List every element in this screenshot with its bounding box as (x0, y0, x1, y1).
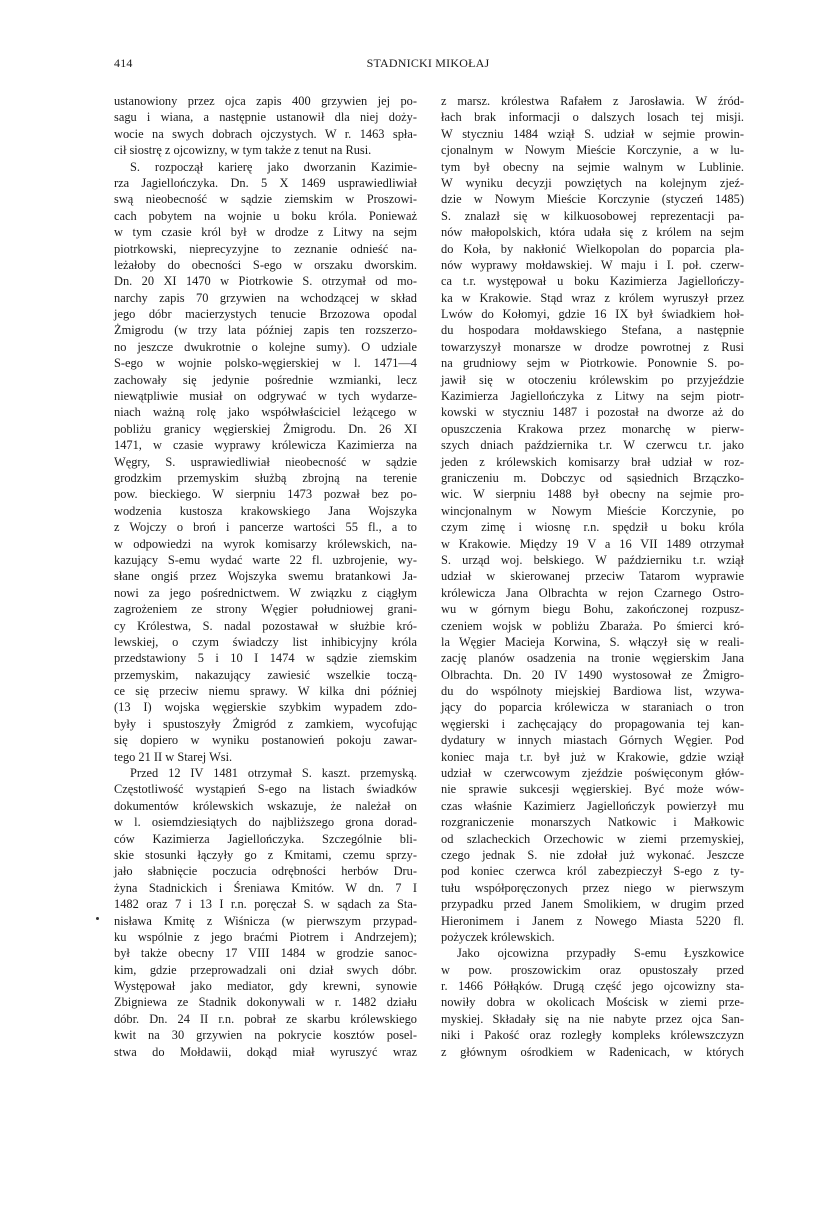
text-line: jało słabnięcie poczucia odrębności herbów Dru- (114, 864, 417, 879)
text-line: jeden z królewskich komisarzy brał udział w roz- (441, 454, 744, 469)
text-line: Częstotliwość wystąpień S-ego na listach świadków (114, 782, 417, 797)
text-line: nowiły dobra w okolicach Mościsk w ziemi prze- (441, 995, 744, 1010)
text-line: Lwów do Kołomyi, gdzie 16 IX był świadkiem hoł- (441, 307, 744, 322)
text-line: grodzkim przemyskim służbą zbrojną na terenie (114, 470, 417, 485)
text-line: Przed 12 IV 1481 otrzymał S. kaszt. przemyską. (130, 766, 417, 781)
text-line: pobliżu granicy węgierskiej Żmigrodu. Dn. 26 XI (114, 421, 417, 436)
text-line: żyna Stadnickich i Śreniawa Kmitów. W dn. 7 I (114, 880, 417, 895)
text-line: S-ego w wojnie polsko-węgierskiej w l. 1471—4 (114, 356, 417, 371)
text-line: nów wyprawy mołdawskiej. W maju i I. poł. czerw- (441, 257, 744, 272)
text-line: jego dóbr macierzystych tenucie Brzozowa opodal (114, 307, 417, 322)
text-line: z głównym ośrodkiem w Radenicach, w których (441, 1044, 744, 1059)
text-line: dokumentów królewskich wskazuje, że należał on (114, 798, 417, 813)
text-line: tego 21 II w Starej Wsi. (114, 749, 233, 764)
text-line: w tym czasie król był w drodze z Litwy na sejm (114, 225, 417, 240)
text-line: nów małopolskich, która udała się z królem na sejm (441, 225, 744, 240)
text-line: sagu i wiana, a następnie ustanowił dla niej dożу- (114, 110, 417, 125)
text-line: był także obecny 17 VIII 1484 w grodzie sanoc- (114, 946, 417, 961)
text-line: przedstawiony 5 i 10 I 1474 w sądzie ziemskim (114, 651, 417, 666)
text-line: zachowały się jedynie pośrednie wzmianki, lecz (114, 372, 417, 387)
text-line: tułu współporęczonych przez niego w pierwszym (441, 880, 744, 895)
text-line: Zbigniewa ze Stadnik dokonywali w r. 1482 działu (114, 995, 417, 1010)
text-line: nie sprawie sukcesji węgierskiej. Być może wów- (441, 782, 744, 797)
page-header (114, 56, 742, 72)
text-line: du hospodara mołdawskiego Stefana, a następnie (441, 323, 744, 338)
text-line: Dn. 20 XI 1470 w Piotrkowie S. otrzymał od mo- (114, 274, 417, 289)
text-line: W wyniku decyzji powziętych na kolejnym zjeź- (441, 175, 744, 190)
text-line: cach pobytem na wojnie u boku króla. Ponieważ (114, 208, 417, 223)
text-line: się dopiero w wyniku postanowień pokoju zawar- (114, 733, 417, 748)
text-line: pożyczek królewskich. (441, 929, 555, 944)
text-line: Węgry, S. usprawiedliwiał nieobecność w sądzie (114, 454, 417, 469)
text-line: wic. W sierpniu 1488 był obecny na sejmie pro- (441, 487, 744, 502)
text-line: r. 1466 Półłąków. Drugą część jego ojcowizny sta- (441, 979, 744, 994)
text-line: jawił się w otoczeniu królewskim po przyjeździe (441, 372, 744, 387)
text-line: 1471, w czasie wyprawy królewicza Kazimierza na (114, 438, 417, 453)
text-line: udział w czerwcowym zjeździe poświęconym głów- (441, 766, 744, 781)
text-line: la Węgier Macieja Korwina, S. włączył się w reali- (441, 634, 744, 649)
text-line: Kazimierza Jagiellończyka z Litwy na sejm piotr- (441, 389, 744, 404)
text-line: w odpowiedzi na wyrok komisarzy królewskich, na- (114, 536, 417, 551)
text-line: były i spustoszyły Żmigród z zamkiem, wycofując (114, 716, 417, 731)
text-line: S. rozpoczął karierę jako dworzanin Kazimie- (130, 159, 417, 174)
text-line: narchy zapis 70 grzywien na wchodzącej w skład (114, 290, 417, 305)
text-line: S. znalazł się w kilkuosobowej reprezentacji pa- (441, 208, 744, 223)
text-line: niki i Pakość oraz rozległy kompleks królewszczyzn (441, 1028, 744, 1043)
text-line: Hieronimem i Janem z Nowego Miasta 5220 fl. (441, 913, 744, 928)
text-line: niach ważną rolę jako współwłaściciel leżącego w (114, 405, 417, 420)
text-line: przypadku przed Janem Smolikiem, w drugim przed (441, 897, 744, 912)
text-line: leżałoby do obecności S-ego w orszaku dworskim. (114, 257, 417, 272)
text-line: w pow. proszowickim oraz opustoszały przed (441, 962, 744, 977)
text-line: przemyskim, nakazujący zawiesić wszelkie toczą- (114, 667, 417, 682)
text-line: skie stosunki łączyły go z Kmitami, czemu sprzy- (114, 847, 417, 862)
text-line: rza Jagiellończyka. Dn. 5 X 1469 usprawiedliwiał (114, 175, 417, 190)
text-line: czeniem wojsk w pobliżu Zbaraża. Po śmierci kró- (441, 618, 744, 633)
text-line: pow. bieckiego. W sierpniu 1473 pozwał bez po- (114, 487, 417, 502)
text-line: rozgraniczenie monarszych Natkowic i Małkowic (441, 815, 744, 830)
text-line: no jeszcze dwukrotnie o kolejne sumy). O udziale (114, 339, 417, 354)
text-line: cił siostrę z ojcowizny, w tym także z tenut na Rusi. (114, 143, 372, 158)
text-line: jący do poparcia królewicza w staraniach o tron (441, 700, 744, 715)
text-line: kowski w styczniu 1487 i pozostał na dworze aż do (441, 405, 744, 420)
right-text-column (441, 93, 744, 1060)
text-line: wu w górnym biegu Bohu, zakończonej rozpusz- (441, 602, 744, 617)
text-line: stwa do Mołdawii, dokąd miał wyruszyć wraz (114, 1044, 417, 1059)
text-line: wocie na swych dobrach ojczystych. W r. 1463 spła- (114, 126, 417, 141)
text-line: z marsz. królestwa Rafałem z Jarosławia. W źród- (441, 94, 744, 108)
text-line: zację planów osadzenia na tronie węgierskim Jana (441, 651, 744, 666)
text-line: w l. osiemdziesiątych do najbliższego grona dorad- (114, 815, 417, 830)
text-line: 1482 oraz 7 i 13 I r.n. poręczał S. w sądach za Sta- (114, 897, 417, 912)
text-line: niewątpliwie musiał on odgrywać w tych wydarze- (114, 389, 417, 404)
text-line: lewskiej, o czym świadczy list inhibicyjny króla (114, 634, 417, 649)
text-line: łach brak informacji o dalszych losach tej misji. (441, 110, 744, 125)
text-line: dóbr. Dn. 24 II r.n. pobrał ze skarbu królewskiego (114, 1011, 417, 1026)
text-line: pod koniec czerwca król zabezpieczył S-ego z ty- (441, 864, 744, 879)
text-line: królewicza Jana Olbrachta w rejon Czarnego Ostro- (441, 585, 744, 600)
text-line: graniczeniu m. Dobczyc od sąsiednich Brzączko- (441, 470, 744, 485)
text-line: wincjonalnym w Nowym Mieście Korczynie, po (441, 503, 744, 518)
text-line: cy Królestwa, S. nadal pozostawał w służbie kró- (114, 618, 417, 633)
text-line: wodzenia kustosza krakowskiego Jana Wojszyka (114, 503, 417, 518)
text-line: nowi za jego pośrednictwem. W związku z ciągłym (114, 585, 417, 600)
text-line: Jako ojcowizna przypadły S-emu Łyszkowice (457, 946, 744, 961)
text-line: ce się przeciw niemu sprawy. W kilka dni później (114, 684, 417, 699)
text-line: ca t.r. występował u boku Kazimierza Jagiellończy- (441, 274, 744, 289)
text-line: Olbrachta. Dn. 20 IV 1490 wystosował ze Żmigro- (441, 667, 744, 682)
text-line: szych dniach października t.r. W czerwcu t.r. jako (441, 438, 744, 453)
text-line: opuszczenia Krakowa przez monarchę w pierw- (441, 421, 744, 436)
text-line: do Koła, by nakłonić Wielkopolan do poparcia pla- (441, 241, 744, 256)
page-number: 414 (114, 56, 133, 70)
text-line: cjonalnym w Nowym Mieście Korczynie, a w lu- (441, 143, 744, 158)
text-line: słane ongiś przez Wojszyka swemu bratankowi Ja- (114, 569, 417, 584)
text-line: ku wspólnie z jego braćmi Piotrem i Andrzejem); (114, 929, 417, 944)
text-line: na grudniowy sejm w Piotrkowie. Ponownie S. po- (441, 356, 744, 371)
text-line: dzie w Nowym Mieście Korczynie (styczeń 1485) (441, 192, 744, 207)
text-line: swą nieobecność w sądzie ziemskim w Proszowi- (114, 192, 417, 207)
text-line: W styczniu 1484 wziął S. udział w sejmie prowin- (441, 126, 744, 141)
text-line: tym był obecny na sejmie walnym w Lublinie. (441, 159, 744, 174)
text-line: Żmigrodu (w trzy lata później zapis ten rozszerzo- (114, 323, 417, 338)
text-line: udział w skierowanej przeciw Tatarom wyprawie (441, 569, 744, 584)
text-line: du do wspólnoty miejskiej Bardiowa list, wzywa- (441, 684, 744, 699)
text-line: w Krakowie. Między 19 V a 16 VII 1489 otrzymał (441, 536, 744, 551)
text-line: kazujący S-emu wydać warte 22 fl. uzbrojenie, wy- (114, 552, 417, 567)
margin-dot-mark (96, 917, 99, 920)
text-line: ustanowiony przez ojca zapis 400 grzywien jej po- (114, 94, 417, 108)
text-line: Występował jako mediator, gdy krewni, synowie (114, 979, 417, 994)
text-line: kim, gdzie przeprowadzali oni dział swych dóbr. (114, 962, 417, 977)
text-line: czego jednak S. nie zdołał już wykonać. Jeszcze (441, 847, 744, 862)
text-line: z Wojczy o broń i pancerze wartości 55 fl., a to (114, 520, 417, 535)
text-line: zagrożeniem ze strony Węgier południowej grani- (114, 602, 417, 617)
text-line: S. urząd woj. bełskiego. W październiku t.r. wziął (441, 552, 744, 567)
text-line: czym zimę i wiosnę r.n. spędził u boku króla (441, 520, 744, 535)
text-line: węgierski i zachęcający do propagowania tej kan- (441, 716, 744, 731)
left-text-column (114, 93, 417, 1060)
text-line: ka w Krakowie. Stąd wraz z królem wyruszył przez (441, 290, 744, 305)
text-line: czas właśnie Kazimierz Jagiellończyk powierzył mu (441, 798, 744, 813)
running-title: STADNICKI MIKOŁAJ (366, 56, 490, 70)
text-line: koniec maja t.r. był już w Krakowie, gdzie wziął (441, 749, 744, 764)
text-line: towarzyszył monarsze w drodze powrotnej z Rusi (441, 339, 744, 354)
text-line: piotrkowski, nieprecyzyjne to zeznanie odnieść na- (114, 241, 417, 256)
text-line: nisława Kmitę z Wiśnicza (w pierwszym przypad- (114, 913, 417, 928)
text-line: kwit na 30 grzywien na pokrycie kosztów posel- (114, 1028, 417, 1043)
text-line: dydatury w innych miastach Górnych Węgier. Pod (441, 733, 744, 748)
text-line: ców Kazimierza Jagiellończyka. Szczególnie bli- (114, 831, 417, 846)
text-line: myskiej. Składały się na nie nabyte przez ojca San- (441, 1011, 744, 1026)
text-line: od szlacheckich Orzechowic w ziemi przemyskiej, (441, 831, 744, 846)
text-line: (13 I) wojska węgierskie szybkim wypadem zdo- (114, 700, 417, 715)
